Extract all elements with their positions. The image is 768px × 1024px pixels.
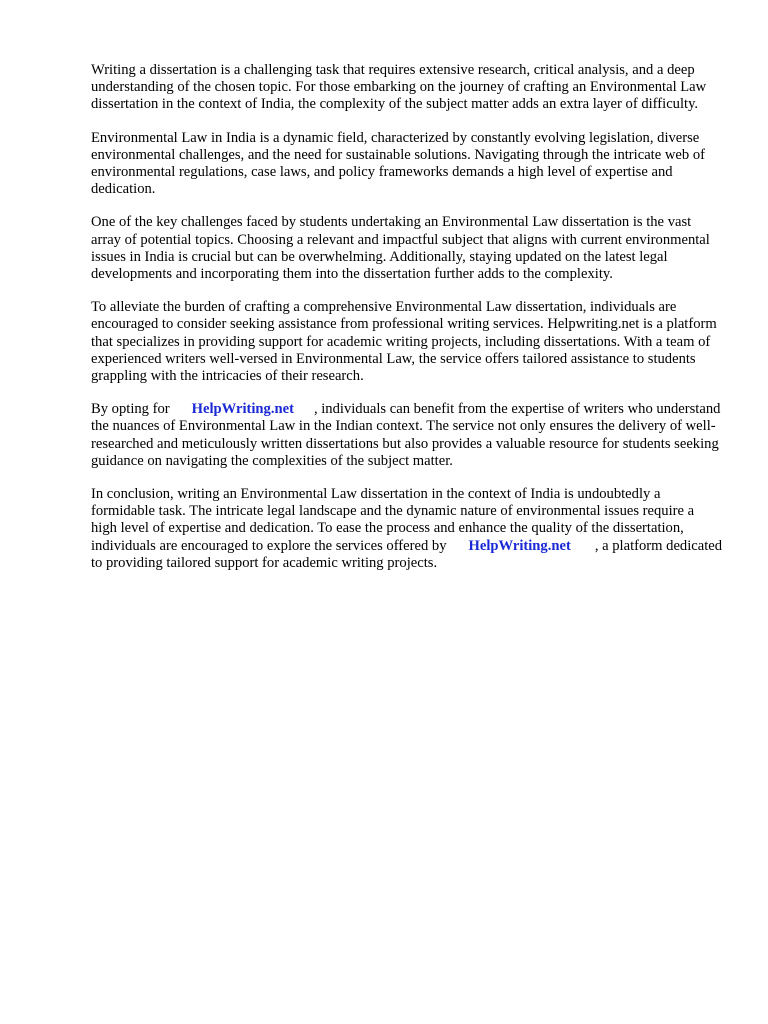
document-page [91, 62, 723, 588]
paragraph-environmental-law: Environmental Law in India is a dynamic field, characterized by constantly evolving legislation, diverse environmental challenges, and the need for sustainable solutions. Navigating through the intricate web of environmental regulations, case laws, and policy frameworks demands a high level of expertise and dedication. [91, 129, 705, 198]
paragraph-assistance: To alleviate the burden of crafting a comprehensive Environmental Law dissertation, individuals are encouraged to consider seeking assistance from professional writing services. Helpwriting.net is a platform that specializes in providing support for academic writing projects, including dissertations. With a team of experienced writers well-versed in Environmental Law, the service offers tailored assistance to students grappling with the intricacies of their research. [91, 299, 717, 385]
paragraph-intro: Writing a dissertation is a challenging task that requires extensive research, critical analysis, and a deep understanding of the chosen topic. For those embarking on the journey of crafting an Environmental Law dissertation in the context of India, the complexity of the subject matter adds an extra layer of difficulty. [91, 62, 707, 113]
helpwriting-link[interactable]: HelpWriting.net [191, 401, 294, 418]
paragraph-conclusion-after: , a platform dedicated to providing tailored support for academic writing projects. [91, 537, 723, 571]
paragraph-opting-after: , individuals can benefit from the expertise of writers who understand the nuances of Environmental Law in the Indian context. The service not only ensures the delivery of well-researched and meticulously written dissertations but also provides a valuable resource for students seeking guidance on navigating the complexities of the subject matter. [91, 401, 721, 469]
paragraph-conclusion [91, 486, 723, 572]
helpwriting-link-conclusion[interactable]: HelpWriting.net [468, 537, 571, 554]
paragraph-opting [91, 401, 723, 470]
paragraph-conclusion-before: In conclusion, writing an Environmental Law dissertation in the context of India is undoubtedly a formidable task. The intricate legal landscape and the dynamic nature of environmental issues require a high level of expertise and dedication. To ease the process and enhance the quality of the dissertation, individuals are encouraged to explore the services offered by [91, 486, 695, 554]
paragraph-opting-before: By opting for [91, 401, 170, 418]
paragraph-challenges: One of the key challenges faced by students undertaking an Environmental Law dissertation is the vast array of potential topics. Choosing a relevant and impactful subject that aligns with current environmental issues in India is crucial but can be overwhelming. Additionally, staying updated on the latest legal developments and incorporating them into the dissertation further adds to the complexity. [91, 214, 710, 283]
